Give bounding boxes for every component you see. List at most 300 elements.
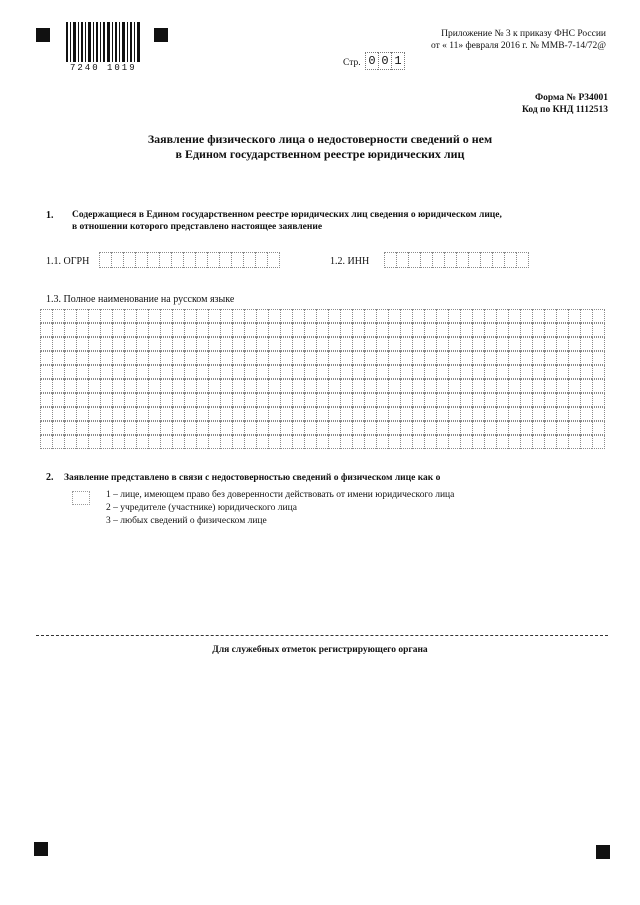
input-cell[interactable] (412, 393, 424, 407)
input-cell[interactable] (556, 351, 568, 365)
input-cell[interactable] (52, 407, 64, 421)
input-cell[interactable] (256, 393, 268, 407)
input-cell[interactable] (556, 365, 568, 379)
input-cell[interactable] (400, 393, 412, 407)
input-cell[interactable] (484, 379, 496, 393)
input-cell[interactable] (352, 379, 364, 393)
input-cell[interactable] (256, 351, 268, 365)
input-cell[interactable] (268, 365, 280, 379)
input-cell[interactable] (196, 323, 208, 337)
input-cell[interactable] (328, 323, 340, 337)
input-cell[interactable] (432, 252, 444, 268)
input-cell[interactable] (376, 393, 388, 407)
input-cell[interactable] (400, 421, 412, 435)
input-cell[interactable] (364, 365, 376, 379)
input-cell[interactable] (136, 379, 148, 393)
input-cell[interactable] (184, 351, 196, 365)
input-cell[interactable] (124, 393, 136, 407)
input-cell[interactable] (328, 393, 340, 407)
input-cell[interactable] (292, 323, 304, 337)
input-cell[interactable] (52, 337, 64, 351)
input-cell[interactable] (148, 337, 160, 351)
input-cell[interactable] (220, 309, 232, 323)
input-cell[interactable] (340, 407, 352, 421)
input-cell[interactable] (520, 351, 532, 365)
input-cell[interactable] (352, 421, 364, 435)
input-cell[interactable] (304, 323, 316, 337)
input-cell[interactable] (376, 309, 388, 323)
input-cell[interactable] (64, 421, 76, 435)
input-cell[interactable] (136, 435, 148, 449)
input-cell[interactable] (484, 323, 496, 337)
input-cell[interactable] (472, 393, 484, 407)
input-cell[interactable] (64, 309, 76, 323)
input-cell[interactable] (340, 393, 352, 407)
input-cell[interactable] (472, 309, 484, 323)
input-cell[interactable] (568, 309, 580, 323)
input-cell[interactable] (580, 351, 592, 365)
input-cell[interactable] (183, 252, 195, 268)
input-cell[interactable] (220, 393, 232, 407)
input-cell[interactable] (52, 351, 64, 365)
input-cell[interactable] (328, 365, 340, 379)
input-cell[interactable] (100, 435, 112, 449)
input-cell[interactable] (40, 393, 52, 407)
input-cell[interactable] (568, 323, 580, 337)
input-cell[interactable] (328, 337, 340, 351)
input-cell[interactable] (88, 323, 100, 337)
input-cell[interactable] (280, 351, 292, 365)
input-cell[interactable] (136, 323, 148, 337)
input-cell[interactable] (340, 337, 352, 351)
input-cell[interactable] (244, 337, 256, 351)
input-cell[interactable] (352, 407, 364, 421)
input-cell[interactable] (364, 337, 376, 351)
input-cell[interactable] (388, 351, 400, 365)
input-cell[interactable] (460, 351, 472, 365)
input-cell[interactable] (460, 337, 472, 351)
input-cell[interactable] (496, 337, 508, 351)
input-cell[interactable] (220, 337, 232, 351)
input-cell[interactable] (532, 393, 544, 407)
input-cell[interactable] (448, 323, 460, 337)
input-cell[interactable] (148, 365, 160, 379)
input-cell[interactable] (280, 393, 292, 407)
input-cell[interactable] (472, 421, 484, 435)
input-cell[interactable] (88, 421, 100, 435)
input-cell[interactable] (148, 407, 160, 421)
full-name-row[interactable] (40, 435, 605, 449)
input-cell[interactable] (160, 435, 172, 449)
input-cell[interactable] (496, 309, 508, 323)
input-cell[interactable] (400, 351, 412, 365)
input-cell[interactable] (208, 309, 220, 323)
input-cell[interactable] (88, 309, 100, 323)
input-cell[interactable] (256, 421, 268, 435)
input-cell[interactable] (232, 421, 244, 435)
input-cell[interactable] (492, 252, 504, 268)
input-cell[interactable] (412, 407, 424, 421)
input-cell[interactable] (172, 435, 184, 449)
input-cell[interactable] (208, 379, 220, 393)
input-cell[interactable] (352, 323, 364, 337)
input-cell[interactable] (304, 393, 316, 407)
input-cell[interactable] (208, 323, 220, 337)
input-cell[interactable] (304, 421, 316, 435)
input-cell[interactable] (124, 337, 136, 351)
input-cell[interactable] (412, 365, 424, 379)
input-cell[interactable] (424, 379, 436, 393)
input-cell[interactable] (568, 435, 580, 449)
input-cell[interactable] (100, 379, 112, 393)
input-cell[interactable] (328, 421, 340, 435)
input-cell[interactable] (100, 393, 112, 407)
input-cell[interactable] (244, 323, 256, 337)
input-cell[interactable] (424, 393, 436, 407)
input-cell[interactable] (52, 421, 64, 435)
input-cell[interactable] (496, 379, 508, 393)
input-cell[interactable] (172, 407, 184, 421)
input-cell[interactable] (64, 323, 76, 337)
input-cell[interactable] (112, 379, 124, 393)
input-cell[interactable] (556, 407, 568, 421)
input-cell[interactable] (76, 337, 88, 351)
full-name-row[interactable] (40, 337, 605, 351)
input-cell[interactable] (388, 393, 400, 407)
input-cell[interactable] (172, 421, 184, 435)
input-cell[interactable] (268, 309, 280, 323)
input-cell[interactable] (508, 309, 520, 323)
input-cell[interactable] (580, 337, 592, 351)
input-cell[interactable] (268, 351, 280, 365)
input-cell[interactable] (384, 252, 396, 268)
input-cell[interactable] (280, 323, 292, 337)
input-cell[interactable] (412, 323, 424, 337)
input-cell[interactable] (64, 379, 76, 393)
input-cell[interactable] (135, 252, 147, 268)
input-cell[interactable] (484, 407, 496, 421)
input-cell[interactable] (448, 393, 460, 407)
input-cell[interactable] (340, 435, 352, 449)
input-cell[interactable] (244, 393, 256, 407)
input-cell[interactable] (172, 323, 184, 337)
input-cell[interactable] (580, 365, 592, 379)
input-cell[interactable] (448, 337, 460, 351)
input-cell[interactable] (316, 435, 328, 449)
input-cell[interactable] (376, 407, 388, 421)
input-cell[interactable] (468, 252, 480, 268)
input-cell[interactable] (460, 323, 472, 337)
input-cell[interactable] (340, 309, 352, 323)
input-cell[interactable] (352, 393, 364, 407)
page-digit-1[interactable]: 0 (365, 52, 378, 70)
input-cell[interactable] (496, 351, 508, 365)
input-cell[interactable] (40, 337, 52, 351)
input-cell[interactable] (172, 309, 184, 323)
input-cell[interactable] (460, 435, 472, 449)
input-cell[interactable] (220, 365, 232, 379)
input-cell[interactable] (436, 421, 448, 435)
input-cell[interactable] (316, 309, 328, 323)
input-cell[interactable] (220, 323, 232, 337)
input-cell[interactable] (508, 365, 520, 379)
input-cell[interactable] (532, 421, 544, 435)
input-cell[interactable] (544, 421, 556, 435)
input-cell[interactable] (268, 407, 280, 421)
input-cell[interactable] (480, 252, 492, 268)
input-cell[interactable] (231, 252, 243, 268)
input-cell[interactable] (292, 421, 304, 435)
input-cell[interactable] (516, 252, 529, 268)
input-cell[interactable] (340, 351, 352, 365)
page-digit-3[interactable]: 1 (391, 52, 405, 70)
input-cell[interactable] (508, 351, 520, 365)
input-cell[interactable] (220, 379, 232, 393)
input-cell[interactable] (196, 421, 208, 435)
input-cell[interactable] (508, 393, 520, 407)
input-cell[interactable] (244, 435, 256, 449)
input-cell[interactable] (520, 323, 532, 337)
input-cell[interactable] (112, 421, 124, 435)
input-cell[interactable] (76, 379, 88, 393)
input-cell[interactable] (52, 323, 64, 337)
input-cell[interactable] (52, 309, 64, 323)
full-name-row[interactable] (40, 309, 605, 323)
input-cell[interactable] (532, 407, 544, 421)
input-cell[interactable] (100, 323, 112, 337)
input-cell[interactable] (504, 252, 516, 268)
input-cell[interactable] (340, 365, 352, 379)
input-cell[interactable] (520, 309, 532, 323)
input-cell[interactable] (484, 337, 496, 351)
input-cell[interactable] (388, 337, 400, 351)
input-cell[interactable] (304, 407, 316, 421)
input-cell[interactable] (64, 435, 76, 449)
input-cell[interactable] (244, 351, 256, 365)
input-cell[interactable] (436, 351, 448, 365)
ogrn-input[interactable] (99, 252, 280, 268)
input-cell[interactable] (568, 421, 580, 435)
input-cell[interactable] (76, 421, 88, 435)
input-cell[interactable] (184, 337, 196, 351)
input-cell[interactable] (280, 435, 292, 449)
input-cell[interactable] (412, 309, 424, 323)
input-cell[interactable] (208, 365, 220, 379)
input-cell[interactable] (208, 407, 220, 421)
input-cell[interactable] (256, 435, 268, 449)
input-cell[interactable] (424, 337, 436, 351)
input-cell[interactable] (436, 309, 448, 323)
input-cell[interactable] (256, 309, 268, 323)
input-cell[interactable] (328, 379, 340, 393)
input-cell[interactable] (424, 309, 436, 323)
input-cell[interactable] (40, 365, 52, 379)
full-name-row[interactable] (40, 393, 605, 407)
input-cell[interactable] (195, 252, 207, 268)
input-cell[interactable] (256, 323, 268, 337)
input-cell[interactable] (148, 379, 160, 393)
option-selector-box[interactable] (72, 491, 90, 505)
input-cell[interactable] (100, 407, 112, 421)
input-cell[interactable] (556, 421, 568, 435)
input-cell[interactable] (148, 421, 160, 435)
input-cell[interactable] (448, 421, 460, 435)
input-cell[interactable] (484, 351, 496, 365)
input-cell[interactable] (364, 309, 376, 323)
input-cell[interactable] (580, 379, 592, 393)
input-cell[interactable] (424, 351, 436, 365)
input-cell[interactable] (352, 365, 364, 379)
input-cell[interactable] (532, 323, 544, 337)
input-cell[interactable] (436, 393, 448, 407)
input-cell[interactable] (376, 379, 388, 393)
input-cell[interactable] (112, 323, 124, 337)
input-cell[interactable] (568, 407, 580, 421)
input-cell[interactable] (592, 421, 605, 435)
input-cell[interactable] (136, 393, 148, 407)
input-cell[interactable] (436, 337, 448, 351)
input-cell[interactable] (388, 365, 400, 379)
input-cell[interactable] (136, 421, 148, 435)
input-cell[interactable] (520, 365, 532, 379)
input-cell[interactable] (472, 351, 484, 365)
input-cell[interactable] (544, 393, 556, 407)
input-cell[interactable] (420, 252, 432, 268)
input-cell[interactable] (532, 365, 544, 379)
input-cell[interactable] (196, 337, 208, 351)
input-cell[interactable] (436, 365, 448, 379)
input-cell[interactable] (460, 421, 472, 435)
input-cell[interactable] (244, 407, 256, 421)
input-cell[interactable] (64, 407, 76, 421)
input-cell[interactable] (267, 252, 280, 268)
input-cell[interactable] (544, 379, 556, 393)
input-cell[interactable] (580, 393, 592, 407)
input-cell[interactable] (388, 379, 400, 393)
input-cell[interactable] (456, 252, 468, 268)
full-name-row[interactable] (40, 323, 605, 337)
input-cell[interactable] (76, 407, 88, 421)
input-cell[interactable] (544, 365, 556, 379)
input-cell[interactable] (64, 351, 76, 365)
input-cell[interactable] (532, 309, 544, 323)
input-cell[interactable] (220, 351, 232, 365)
input-cell[interactable] (340, 421, 352, 435)
input-cell[interactable] (484, 393, 496, 407)
input-cell[interactable] (520, 393, 532, 407)
input-cell[interactable] (460, 379, 472, 393)
input-cell[interactable] (184, 393, 196, 407)
input-cell[interactable] (280, 421, 292, 435)
input-cell[interactable] (88, 365, 100, 379)
input-cell[interactable] (232, 379, 244, 393)
input-cell[interactable] (424, 407, 436, 421)
input-cell[interactable] (64, 393, 76, 407)
full-name-row[interactable] (40, 379, 605, 393)
input-cell[interactable] (460, 407, 472, 421)
input-cell[interactable] (508, 435, 520, 449)
input-cell[interactable] (408, 252, 420, 268)
input-cell[interactable] (160, 351, 172, 365)
input-cell[interactable] (268, 421, 280, 435)
input-cell[interactable] (412, 435, 424, 449)
input-cell[interactable] (304, 351, 316, 365)
input-cell[interactable] (304, 379, 316, 393)
input-cell[interactable] (328, 351, 340, 365)
input-cell[interactable] (196, 365, 208, 379)
input-cell[interactable] (568, 337, 580, 351)
input-cell[interactable] (412, 379, 424, 393)
input-cell[interactable] (244, 309, 256, 323)
input-cell[interactable] (424, 435, 436, 449)
input-cell[interactable] (220, 421, 232, 435)
input-cell[interactable] (160, 365, 172, 379)
input-cell[interactable] (184, 365, 196, 379)
input-cell[interactable] (292, 407, 304, 421)
input-cell[interactable] (472, 323, 484, 337)
input-cell[interactable] (472, 365, 484, 379)
input-cell[interactable] (184, 309, 196, 323)
input-cell[interactable] (396, 252, 408, 268)
input-cell[interactable] (532, 435, 544, 449)
input-cell[interactable] (255, 252, 267, 268)
input-cell[interactable] (208, 351, 220, 365)
input-cell[interactable] (436, 435, 448, 449)
input-cell[interactable] (256, 379, 268, 393)
input-cell[interactable] (88, 435, 100, 449)
input-cell[interactable] (100, 309, 112, 323)
full-name-row[interactable] (40, 421, 605, 435)
input-cell[interactable] (196, 309, 208, 323)
input-cell[interactable] (484, 421, 496, 435)
input-cell[interactable] (532, 337, 544, 351)
input-cell[interactable] (88, 337, 100, 351)
input-cell[interactable] (424, 365, 436, 379)
input-cell[interactable] (460, 365, 472, 379)
input-cell[interactable] (112, 337, 124, 351)
input-cell[interactable] (244, 379, 256, 393)
input-cell[interactable] (208, 393, 220, 407)
input-cell[interactable] (232, 337, 244, 351)
input-cell[interactable] (136, 407, 148, 421)
input-cell[interactable] (292, 309, 304, 323)
input-cell[interactable] (76, 393, 88, 407)
input-cell[interactable] (400, 379, 412, 393)
input-cell[interactable] (64, 365, 76, 379)
input-cell[interactable] (592, 309, 605, 323)
input-cell[interactable] (364, 435, 376, 449)
input-cell[interactable] (111, 252, 123, 268)
input-cell[interactable] (136, 365, 148, 379)
page-digit-2[interactable]: 0 (378, 52, 391, 70)
input-cell[interactable] (160, 309, 172, 323)
input-cell[interactable] (124, 435, 136, 449)
input-cell[interactable] (52, 435, 64, 449)
input-cell[interactable] (448, 309, 460, 323)
input-cell[interactable] (52, 379, 64, 393)
input-cell[interactable] (243, 252, 255, 268)
input-cell[interactable] (472, 435, 484, 449)
input-cell[interactable] (99, 252, 111, 268)
input-cell[interactable] (100, 351, 112, 365)
input-cell[interactable] (112, 407, 124, 421)
input-cell[interactable] (460, 393, 472, 407)
input-cell[interactable] (304, 435, 316, 449)
input-cell[interactable] (207, 252, 219, 268)
input-cell[interactable] (64, 337, 76, 351)
input-cell[interactable] (544, 407, 556, 421)
input-cell[interactable] (136, 309, 148, 323)
